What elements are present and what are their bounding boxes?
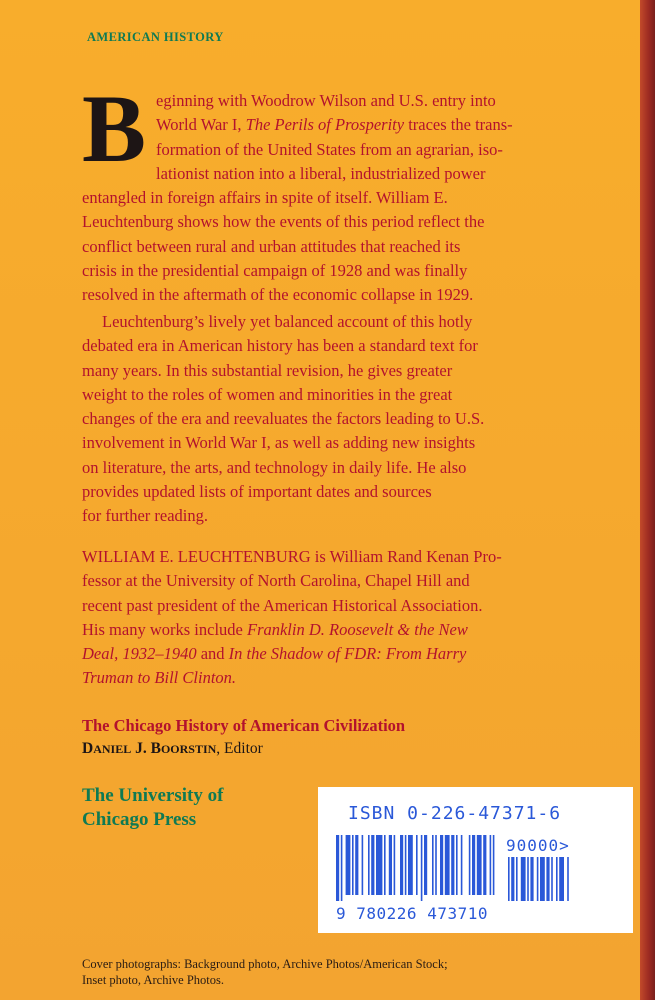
addon-bar: [511, 857, 514, 901]
addon-bar: [559, 857, 564, 901]
addon-bar: [516, 857, 518, 901]
paragraph-line: many years. In this substantial revision, he gives greater: [82, 360, 453, 380]
bio-line: and: [196, 644, 229, 664]
intro-line: eginning with Woodrow Wilson and U.S. entry into: [156, 91, 496, 110]
editor-role: , Editor: [216, 740, 263, 757]
barcode-bar: [421, 835, 423, 901]
paragraph-line: debated era in American history has been a standard text for: [82, 336, 478, 356]
addon-bar: [527, 857, 529, 901]
paragraph-line: changes of the era and reevaluates the factors leading to U.S.: [82, 409, 485, 429]
ean-number: 9 780226 473710: [336, 904, 488, 923]
price-addon: 90000>: [506, 836, 570, 855]
intro-line: resolved in the aftermath of the economic collapse in 1929.: [82, 285, 474, 305]
barcode-bar: [362, 835, 364, 895]
book-title: The Perils of Prosperity: [245, 115, 405, 135]
addon-bar: [546, 857, 549, 901]
addon-bar: [508, 857, 510, 901]
barcode-bar: [368, 835, 370, 895]
isbn-number: ISBN 0-226-47371-6: [348, 803, 562, 824]
work-title: In the Shadow of FDR: From Harry: [228, 644, 467, 664]
barcode-bar: [408, 835, 413, 895]
spine-edge: [640, 0, 655, 1000]
addon-bar: [556, 857, 558, 901]
second-paragraph: [82, 310, 562, 529]
intro-line: crisis in the presidential campaign of 1928 and was finally: [82, 261, 468, 281]
barcode-bar: [355, 835, 358, 895]
intro-line: entangled in foreign affairs in spite of itself. William E.: [82, 188, 448, 208]
intro-line: conflict between rural and urban attitudes that reached its: [82, 236, 461, 256]
barcode-bar: [352, 835, 354, 895]
barcode-bar: [389, 835, 392, 895]
intro-line: lationist nation into a liberal, industrialized power: [156, 163, 486, 183]
barcode-bar: [490, 835, 492, 895]
barcode-bar: [416, 835, 418, 895]
photo-credits: Cover photographs: Background photo, Archive Photos/American Stock; Inset photo, Archive Photos.: [82, 957, 448, 987]
addon-bar: [530, 857, 533, 901]
barcode-bar: [424, 835, 427, 895]
barcode-bar: [493, 835, 495, 895]
intro-paragraph: [82, 75, 562, 308]
intro-line: traces the trans-: [404, 115, 513, 135]
barcode-bar: [456, 835, 458, 895]
barcode-bar: [400, 835, 403, 895]
barcode-bar: [371, 835, 374, 895]
barcode-bar: [461, 835, 463, 895]
barcode-bar: [477, 835, 482, 895]
addon-bar: [540, 857, 545, 901]
bio-line: recent past president of the American Historical Association.: [82, 595, 483, 615]
barcode-bar: [440, 835, 443, 895]
series-title: The Chicago History of American Civilization: [82, 716, 406, 735]
author-bio: [82, 545, 562, 691]
addon-bar: [551, 857, 553, 901]
intro-line: Leuchtenburg shows how the events of this period reflect the: [82, 212, 485, 232]
addon-bar: [537, 857, 539, 901]
paragraph-line: provides updated lists of important dates and sources: [82, 482, 432, 502]
barcode-bar: [384, 835, 386, 895]
category-label: AMERICAN HISTORY: [87, 30, 224, 44]
barcode-bar: [341, 835, 343, 901]
barcode-bar: [469, 835, 471, 895]
publisher-name: The University of Chicago Press: [82, 785, 224, 830]
paragraph-line: Leuchtenburg’s lively yet balanced account of this hotly: [102, 312, 473, 331]
intro-line: World War I,: [156, 115, 246, 135]
barcode-bar: [376, 835, 382, 895]
barcode-bar: [336, 835, 339, 901]
addon-bar: [567, 857, 569, 901]
bio-line: His many works include: [82, 619, 247, 639]
barcode-bar: [445, 835, 450, 895]
drop-cap: B: [82, 75, 147, 182]
barcode-bar: [394, 835, 396, 895]
barcode-bar: [432, 835, 434, 895]
editor-name: DANIEL J. BOORSTIN: [82, 740, 217, 757]
bio-line: fessor at the University of North Carolina, Chapel Hill and: [82, 571, 470, 591]
barcode-bar: [472, 835, 475, 895]
barcode-bar: [346, 835, 351, 895]
paragraph-line: for further reading.: [82, 506, 208, 526]
barcode-panel: [318, 787, 633, 933]
barcode-bar: [405, 835, 407, 895]
barcode-icon: [336, 835, 621, 901]
barcode-bar: [483, 835, 486, 895]
work-title: Franklin D. Roosevelt & the New: [246, 619, 468, 639]
bio-line: WILLIAM E. LEUCHTENBURG is William Rand Kenan Pro-: [82, 547, 502, 566]
addon-bar: [521, 857, 526, 901]
barcode-bar: [435, 835, 437, 895]
barcode-bar: [451, 835, 454, 895]
paragraph-line: weight to the roles of women and minorities in the great: [82, 384, 453, 404]
paragraph-line: involvement in World War I, as well as adding new insights: [82, 433, 476, 453]
intro-line: formation of the United States from an agrarian, iso-: [156, 139, 503, 159]
work-title: Truman to Bill Clinton.: [82, 668, 237, 688]
series-editor: [82, 740, 263, 758]
paragraph-line: on literature, the arts, and technology in daily life. He also: [82, 457, 467, 477]
work-title: Deal, 1932–1940: [82, 644, 197, 664]
